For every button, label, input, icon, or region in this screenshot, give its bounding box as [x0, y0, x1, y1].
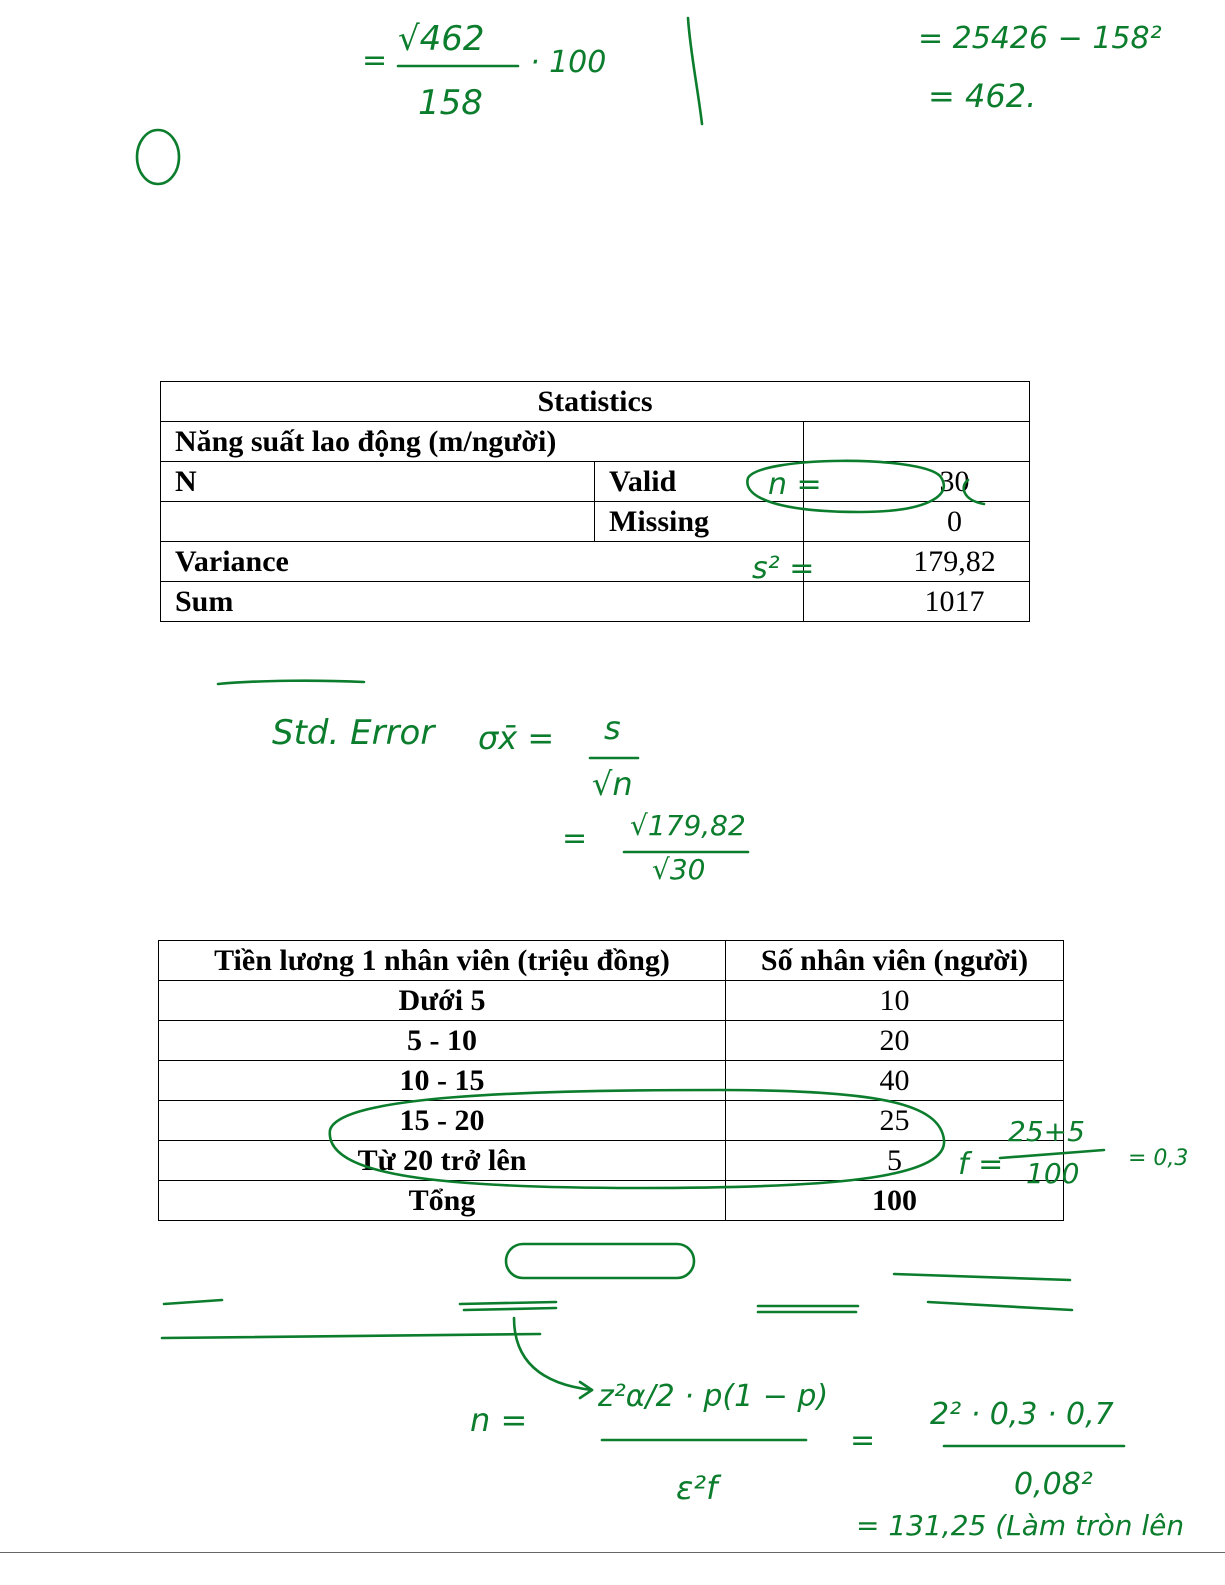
table-row	[159, 1061, 1064, 1101]
salary-range: 10 - 15	[159, 1061, 726, 1101]
salary-range: Dưới 5	[159, 981, 726, 1021]
hw-ncalc-denominator: 0,08²	[1014, 1467, 1093, 1502]
hw-f-denominator: 100	[1026, 1157, 1080, 1190]
vertical-divider-stroke	[688, 18, 702, 124]
small-circle-mark	[137, 130, 179, 184]
hw-sigma-label: σx̄ =	[478, 719, 555, 757]
variable-empty-cell	[804, 422, 1030, 462]
arrow-stroke	[514, 1318, 592, 1390]
hw-f-numerator: 25+5	[1008, 1115, 1085, 1148]
sum-label: Sum	[161, 582, 804, 622]
sum-value: 1017	[804, 582, 1030, 622]
hw-nf-numerator: z²α/2 · p(1 − p)	[598, 1379, 829, 1414]
salary-header-range: Tiền lương 1 nhân viên (triệu đồng)	[159, 941, 726, 981]
hw-se2-numerator: √179,82	[630, 809, 746, 842]
table-row-total	[159, 1181, 1064, 1221]
table-row	[159, 981, 1064, 1021]
hw-cv-equals: =	[362, 43, 388, 78]
underline-stroke	[894, 1274, 1070, 1280]
underline-stroke	[928, 1302, 1072, 1310]
hw-cv-denominator: 158	[418, 83, 483, 123]
hw-se2-equals: =	[562, 821, 588, 856]
n-empty-cell	[161, 502, 595, 542]
hw-s2-annotation: s² =	[752, 551, 815, 586]
hw-se-numerator: s	[604, 709, 621, 747]
hw-cv-numerator: √462	[398, 19, 485, 59]
table-row	[159, 1141, 1064, 1181]
hw-nf-denominator: ε²f	[676, 1469, 718, 1507]
hw-nf-equals: =	[850, 1423, 876, 1458]
salary-range: Từ 20 trở lên	[159, 1141, 726, 1181]
hw-variance-calc-line1: = 25426 − 158²	[918, 21, 1162, 56]
salary-count: 25	[726, 1101, 1064, 1141]
hw-ncalc-numerator: 2² · 0,3 · 0,7	[930, 1397, 1114, 1432]
hw-n-result: = 131,25 (Làm tròn lên	[856, 1509, 1185, 1542]
salary-count: 40	[726, 1061, 1064, 1101]
underline-stroke	[162, 1334, 540, 1338]
valid-value: 30	[804, 462, 1030, 502]
underline-stroke	[464, 1308, 556, 1310]
salary-count: 10	[726, 981, 1064, 1021]
salary-range: 15 - 20	[159, 1101, 726, 1141]
hw-cv-times-100: · 100	[530, 45, 607, 80]
underline-stroke	[460, 1302, 556, 1304]
salary-table	[158, 940, 1064, 1221]
underline-stroke	[164, 1300, 222, 1304]
n-label: N	[161, 462, 595, 502]
statistics-title: Statistics	[161, 382, 1030, 422]
salary-header-count: Số nhân viên (người)	[726, 941, 1064, 981]
variable-name: Năng suất lao động (m/người)	[161, 422, 804, 462]
footer-rule	[0, 1552, 1225, 1553]
hw-n-annotation: n =	[768, 467, 822, 502]
missing-value: 0	[804, 502, 1030, 542]
hw-f-label: f =	[958, 1147, 1004, 1182]
missing-label: Missing	[595, 502, 804, 542]
salary-count: 20	[726, 1021, 1064, 1061]
rounded-rect-mark	[506, 1244, 694, 1278]
statistics-table	[160, 381, 1030, 622]
salary-total-count: 100	[726, 1181, 1064, 1221]
valid-label: Valid	[595, 462, 804, 502]
variance-value: 179,82	[804, 542, 1030, 582]
table-row	[159, 1021, 1064, 1061]
table-row	[159, 1101, 1064, 1141]
salary-total-label: Tổng	[159, 1181, 726, 1221]
arrow-head	[580, 1382, 592, 1398]
salary-range: 5 - 10	[159, 1021, 726, 1061]
hw-variance-calc-line2: = 462.	[928, 77, 1037, 115]
hw-f-result: = 0,3	[1128, 1146, 1189, 1171]
salary-count: 5	[726, 1141, 1064, 1181]
hw-nf-left: n =	[470, 1401, 528, 1439]
hw-stderr-label: Std. Error	[272, 713, 435, 753]
hw-se-denominator: √n	[592, 765, 633, 803]
hw-se2-denominator: √30	[652, 853, 706, 886]
variance-label: Variance	[161, 542, 804, 582]
underline-stroke	[218, 681, 364, 684]
